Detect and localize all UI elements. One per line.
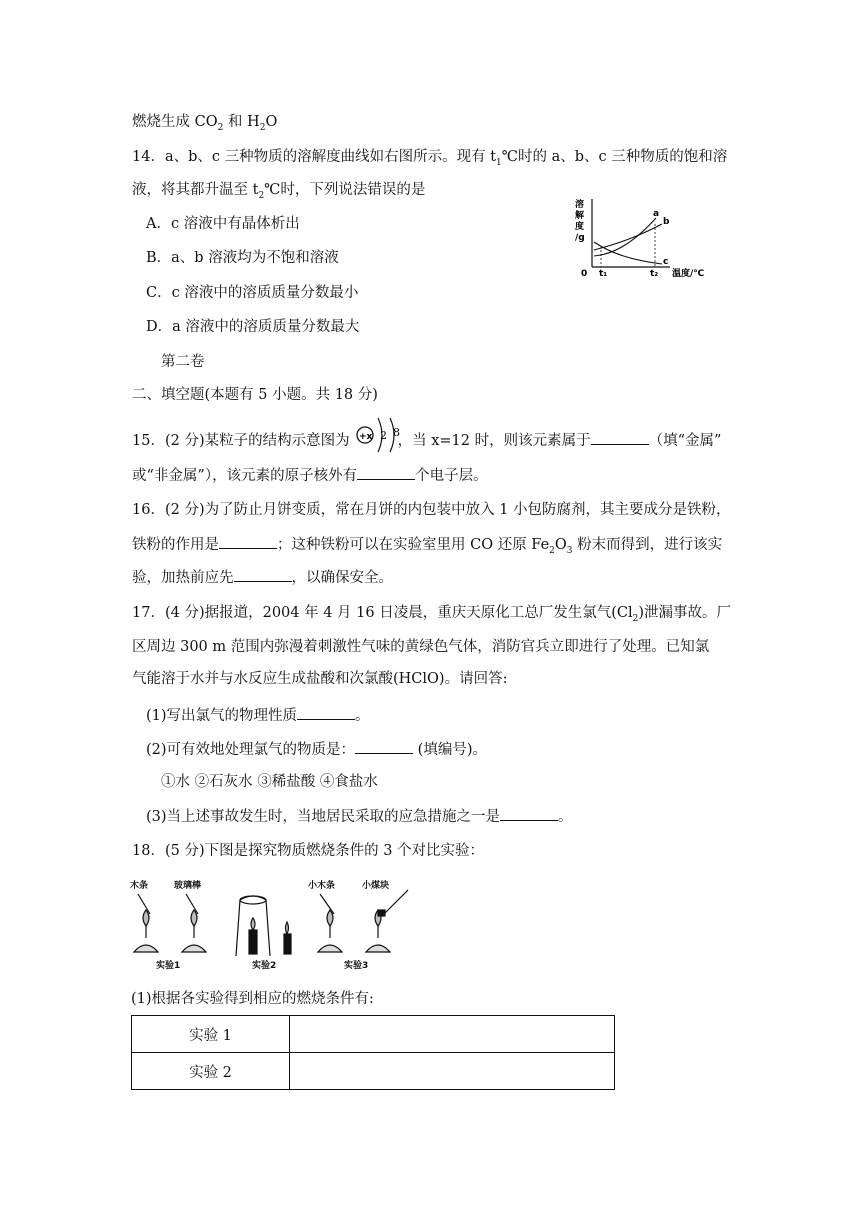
q15-blank-1[interactable] [591, 430, 649, 445]
atom-structure-diagram [356, 414, 404, 454]
q17-sub2: (2)可有效地处理氯气的物质是： (填编号)。 [146, 739, 487, 760]
q17-line2: 区周边 300 m 范围内弥漫着刺激性气味的黄绿色气体，消防官兵立即进行了处理。已知氯 [132, 639, 710, 655]
q18-sub1: (1)根据各实验得到相应的燃烧条件有: [131, 991, 374, 1007]
chart-ylabel-4: /g [575, 233, 585, 243]
q16-blank-2[interactable] [234, 567, 292, 582]
q14-option-c: C．c 溶液中的溶质质量分数最小 [146, 285, 359, 301]
chart-ylabel-1: 溶 [575, 200, 585, 210]
results-table [131, 1015, 615, 1090]
chart-xlabel: 温度/℃ [672, 269, 704, 279]
q16-line2: 铁粉的作用是 ；这种铁粉可以在实验室里用 CO 还原 $Fe_2O_3$ 粉末而得到，进行该实 [132, 534, 722, 561]
label-xiaomeikuai: 小煤块 [362, 881, 390, 891]
table-cell-label: 实验 1 [132, 1016, 290, 1053]
q17-blank-2[interactable] [355, 739, 413, 754]
chart-origin: 0 [581, 269, 588, 279]
chart-t2: t₂ [650, 269, 659, 279]
q16-line3: 验，加热前应先 ，以确保安全。 [132, 567, 393, 588]
solubility-curve-figure [572, 194, 704, 282]
chart-label-c: c [663, 257, 669, 267]
q17-blank-1[interactable] [297, 705, 355, 720]
combustion-experiments-figure [128, 876, 418, 972]
table-cell-answer[interactable] [290, 1053, 615, 1090]
chart-t1: t₁ [599, 269, 608, 279]
q14-stem-line2: 液，将其都升温至 $t_2℃$时，下列说法错误的是 [132, 182, 426, 201]
chart-label-a: a [653, 209, 660, 219]
q14-option-d: D．a 溶液中的溶质质量分数最大 [146, 319, 360, 335]
curve-a [594, 218, 656, 256]
q15-blank-2[interactable] [357, 465, 415, 480]
q17-blank-3[interactable] [500, 806, 558, 821]
q16-line1: 16．(2 分)为了防止月饼变质，常在月饼的内包装中放入 1 小包防腐剂，其主要成分是铁粉， [132, 502, 731, 518]
chart-ylabel-2: 解 [575, 211, 585, 221]
table-row [132, 1053, 615, 1090]
q18-line1: 18．(5 分)下图是探究物质燃烧条件的 3 个对比实验： [132, 843, 485, 859]
q15-line1: 15．(2 分)某粒子的结构示意图为 ，当 x=12 时，则该元素属于 （填“金属” [132, 430, 721, 451]
chart-ylabel-3: 度 [575, 222, 585, 232]
q14-option-a: A．c 溶液中有晶体析出 [146, 216, 300, 232]
label-bolibang: 玻璃棒 [174, 881, 202, 891]
experiment-2-apparatus [236, 896, 291, 956]
nucleus-label: +x [359, 432, 373, 442]
experiment-3-apparatus [318, 890, 408, 952]
table-cell-label: 实验 2 [132, 1053, 290, 1090]
q17-sub1: (1)写出氯气的物理性质 。 [146, 705, 370, 726]
q14-option-b: B．a、b 溶液均为不饱和溶液 [146, 250, 339, 266]
q16-blank-1[interactable] [219, 534, 277, 549]
shell-2-count: 8 [393, 426, 400, 439]
q17-line3: 气能溶于水并与水反应生成盐酸和次氯酸(HClO)。请回答: [132, 671, 508, 687]
table-row [132, 1016, 615, 1053]
q17-choices: ①水 ②石灰水 ③稀盐酸 ④食盐水 [161, 774, 378, 790]
q14-stem-line1: 14．a、b、c 三种物质的溶解度曲线如右图所示。现有 $t_1℃$时的 a、b、c 三种物质的饱和溶 [132, 149, 728, 168]
q17-line1: 17．(4 分)据报道，2004 年 4 月 16 日凌晨，重庆天原化工总厂发生氯气$(Cl_2)$泄漏事故。厂 [132, 605, 732, 624]
chart-label-b: b [663, 217, 670, 227]
curve-c [594, 242, 662, 264]
previous-question-tail: 燃烧生成 $CO_2$ 和 $H_2O$ [132, 114, 278, 133]
section-heading: 二、填空题(本题有 5 小题。共 18 分) [132, 387, 378, 403]
shell-1-count: 2 [380, 429, 387, 442]
part-two-title: 第二卷 [161, 354, 205, 370]
label-mutiao: 木条 [130, 881, 149, 891]
experiment-1-apparatus [134, 894, 206, 952]
q15-line2: 或“非金属”），该元素的原子核外有 个电子层。 [132, 465, 488, 486]
curve-b [594, 224, 662, 250]
label-exp3: 实验3 [344, 961, 369, 971]
table-cell-answer[interactable] [290, 1016, 615, 1053]
label-xiaomutiao: 小木条 [308, 881, 336, 891]
label-exp2: 实验2 [252, 961, 277, 971]
q17-sub3: (3)当上述事故发生时，当地居民采取的应急措施之一是 。 [146, 806, 573, 827]
label-exp1: 实验1 [156, 961, 181, 971]
